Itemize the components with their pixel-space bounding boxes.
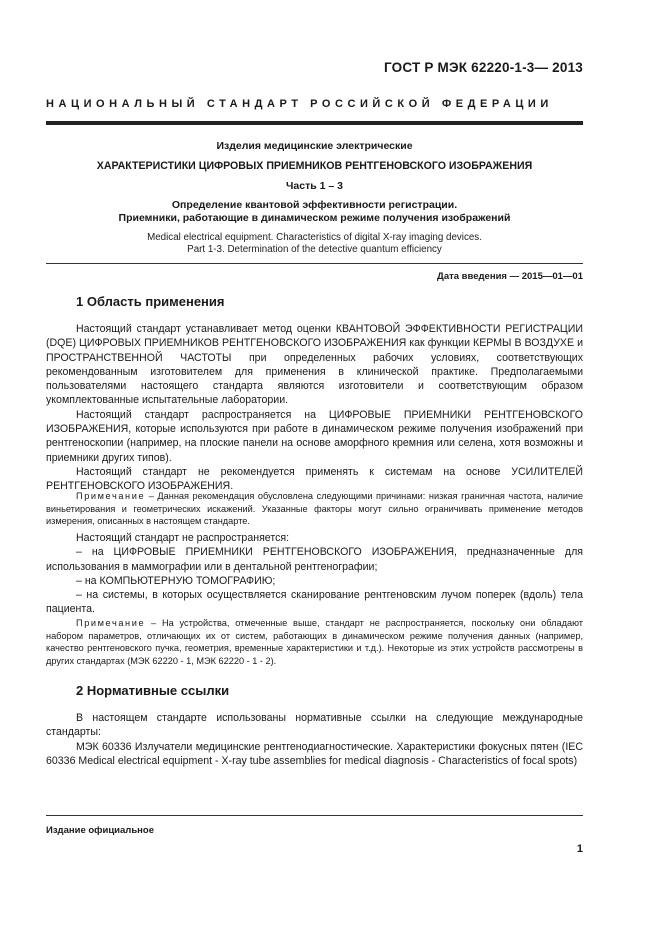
title-part: Часть 1 – 3 <box>286 180 343 192</box>
paragraph: Настоящий стандарт распространяется на ЦИФРОВЫЕ ПРИЕМНИКИ РЕНТГЕНОВСКОГО ИЗОБРАЖЕНИЯ, которые используются при работе в динамическом режиме получения изображений при рентгеноскопии (например, на плоские панели на основе аморфного кремния или селена, хотя возможны и приемники других типов). <box>46 408 583 464</box>
subtitle-line-1: Определение квантовой эффективности регистрации. <box>171 199 458 211</box>
note-1 <box>46 490 583 528</box>
subtitle-line-2: Приемники, работающие в динамическом режиме получения изображений <box>118 212 511 224</box>
list-item: – на ЦИФРОВЫЕ ПРИЕМНИКИ РЕНТГЕНОВСКОГО ИЗОБРАЖЕНИЯ, предназначенные для использования в маммографии или в дентальной рентгенографии; <box>46 546 583 573</box>
section-1-exclusions <box>46 531 583 617</box>
english-title-line-1: Medical electrical equipment. Characteristics of digital X-ray imaging devices. <box>147 232 482 243</box>
list-item: – на КОМПЬЮТЕРНУЮ ТОМОГРАФИЮ; <box>76 574 276 587</box>
header-rule <box>46 121 583 125</box>
paragraph: МЭК 60336 Излучатели медицинские рентгенодиагностические. Характеристики фокусных пятен (IEC 60336 Medical electrical equipment - X-ray tube assemblies for medical diagnosis - Characteristics of focal spots) <box>46 740 583 767</box>
standard-code: ГОСТ Р МЭК 62220-1-3— 2013 <box>383 60 583 75</box>
section-1-intro <box>46 322 583 494</box>
section-1-heading: 1 Область применения <box>76 294 225 309</box>
list-item: – на системы, в которых осуществляется сканирование рентгеновским лучом поперек (вдоль) тела пациента. <box>46 589 583 616</box>
note-label: Примечание <box>76 618 146 628</box>
title-line-1: Изделия медицинские электрические <box>216 140 413 152</box>
note-2 <box>46 617 583 667</box>
paragraph: Настоящий стандарт не рекомендуется применять к системам на основе УСИЛИТЕЛЕЙ РЕНТГЕНОВСКОГО ИЗОБРАЖЕНИЯ. <box>46 465 583 493</box>
paragraph: Настоящий стандарт не распространяется: <box>76 532 290 544</box>
title-divider <box>46 263 583 264</box>
english-title-line-2: Part 1-3. Determination of the detective quantum efficiency <box>187 244 442 255</box>
date-of-introduction: Дата введения — 2015—01—01 <box>437 271 583 282</box>
page-number: 1 <box>576 843 583 855</box>
paragraph: В настоящем стандарте использованы нормативные ссылки на следующие международные стандарты: <box>46 712 583 739</box>
note-label: Примечание <box>76 491 146 501</box>
official-edition-label: Издание официальное <box>46 825 154 836</box>
section-2-heading: 2 Нормативные ссылки <box>76 683 230 698</box>
title-line-2: ХАРАКТЕРИСТИКИ ЦИФРОВЫХ ПРИЕМНИКОВ РЕНТГЕНОВСКОГО ИЗОБРАЖЕНИЯ <box>96 160 533 172</box>
section-2-body <box>46 711 583 768</box>
national-standard-title: НАЦИОНАЛЬНЫЙ СТАНДАРТ РОССИЙСКОЙ ФЕДЕРАЦИИ <box>46 98 553 110</box>
paragraph: Настоящий стандарт устанавливает метод оценки КВАНТОВОЙ ЭФФЕКТИВНОСТИ РЕГИСТРАЦИИ (DQE) ЦИФРОВЫХ ПРИЕМНИКОВ РЕНТГЕНОВСКОГО ИЗОБРАЖЕНИЯ как функции КЕРМЫ В ВОЗДУХЕ и ПРОСТРАНСТВЕННОЙ ЧАСТОТЫ при определенных рабочих условиях, соответствующих рекомендованным изготовителем для применения в клинической практике. Предполагаемыми пользователями настоящего стандарта являются изготовители и соответствующим образом укомплектованные испытательные лаборатории. <box>46 323 583 407</box>
note-text: – Данная рекомендация обусловлена следующими причинами: низкая граничная частота, наличие виньетирования и геометрических искажений. Указанные факторы могут сильно ограничивать применение методов измерения, описанных в настоящем стандарте. <box>46 491 583 527</box>
note-text: – На устройства, отмеченные выше, стандарт не распространяется, поскольку они обладают набором параметров, отличающих их от систем, работающих в динамическом режиме получения данных (например, качество рентгеновского пучка, геометрия, временные характеристики и т.д.). Некоторые из этих устройств рассмотрены в других стандартах (МЭК 62220 - 1, МЭК 62220 - 1 - 2). <box>46 618 583 666</box>
footer-divider <box>46 815 583 816</box>
